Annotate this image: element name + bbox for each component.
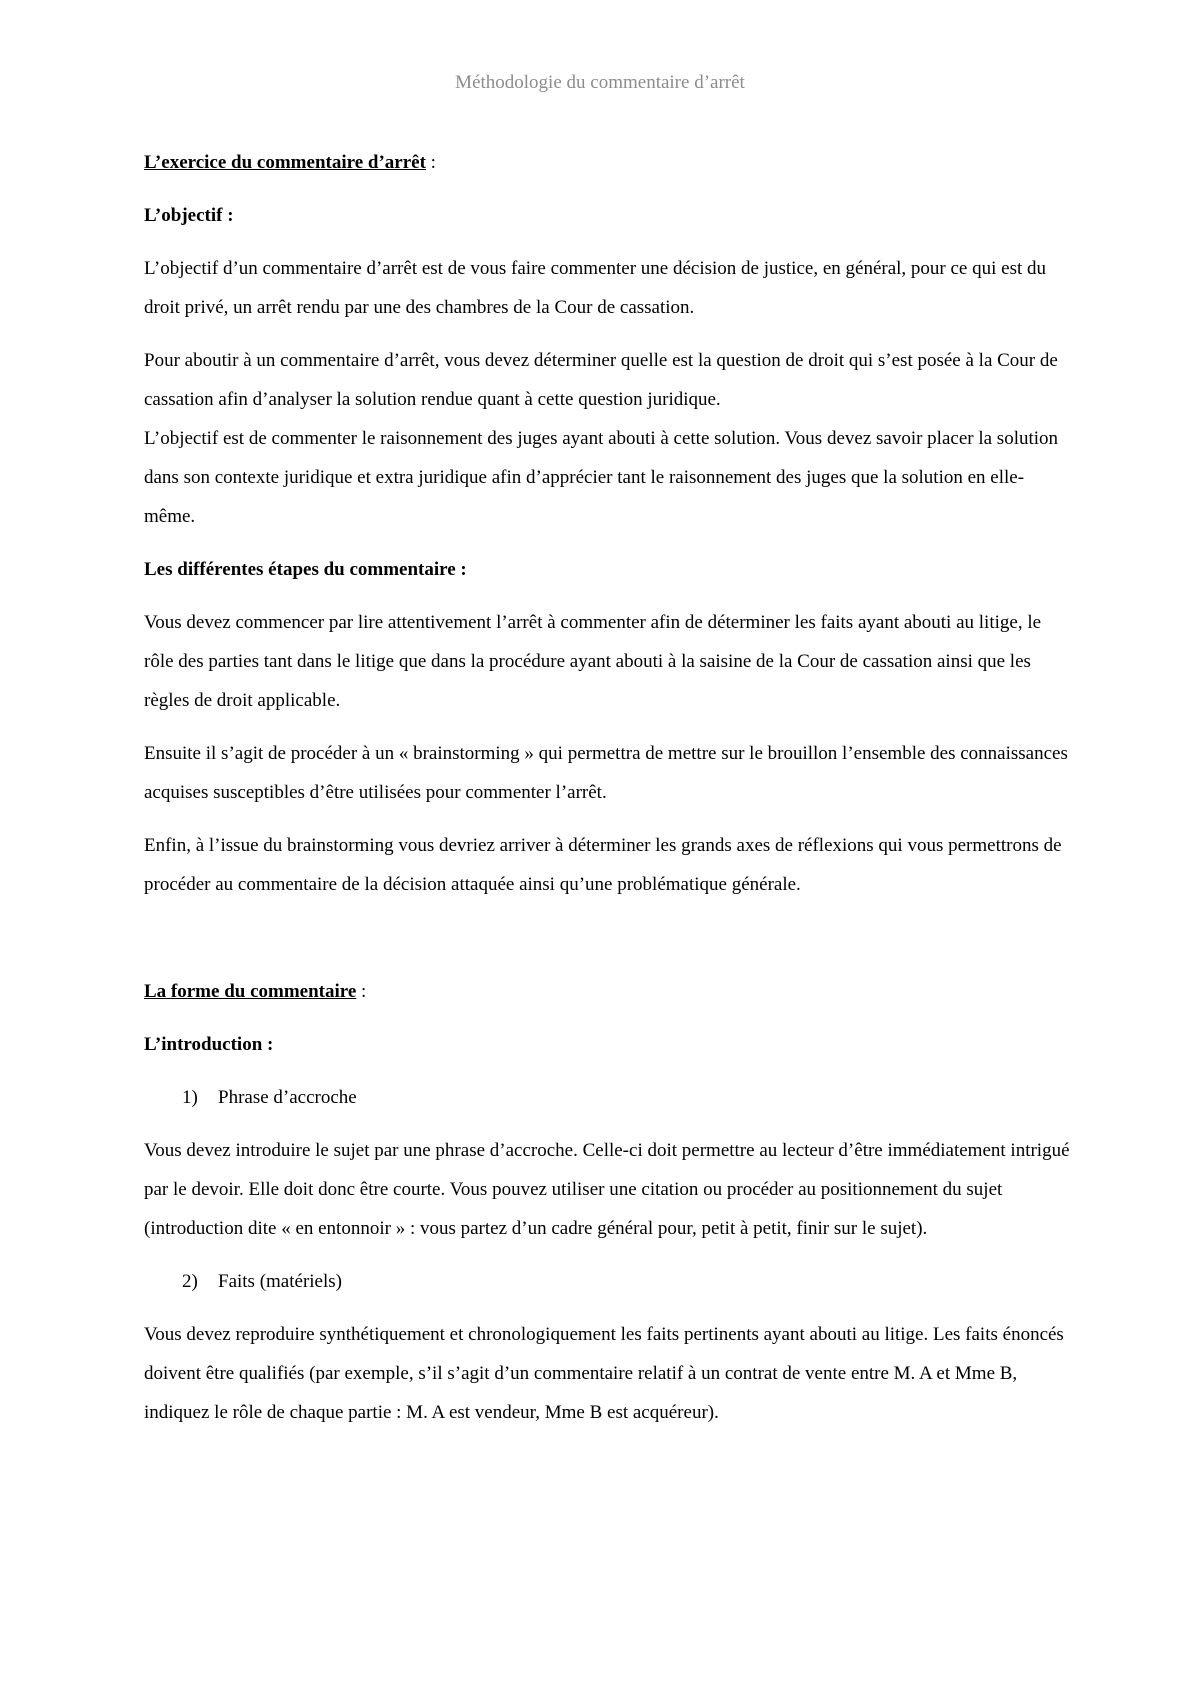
list-item-1 (144, 1078, 1072, 1117)
list-item-1-label: Phrase d’accroche (218, 1087, 357, 1108)
section-title-exercice-colon: : (425, 152, 436, 173)
paragraph-etapes-2: Ensuite il s’agit de procéder à un « brainstorming » qui permettra de mettre sur le brouillon l’ensemble des connaissances acquises susceptibles d’être utilisées pour commenter l’arrêt. (144, 743, 1068, 803)
paragraph-objectif-2: Pour aboutir à un commentaire d’arrêt, vous devez déterminer quelle est la question de droit qui s’est posée à la Cour de cassation afin d’analyser la solution rendue quant à cette question juridique. (144, 350, 1058, 410)
page-header: Méthodologie du commentaire d’arrêt (455, 72, 745, 93)
paragraph-etapes-1: Vous devez commencer par lire attentivement l’arrêt à commenter afin de déterminer les faits ayant abouti au litige, le rôle des parties tant dans le litige que dans la procédure ayant abouti à la saisine de la Cour de cassation ainsi que les règles de droit applicable. (144, 612, 1042, 711)
list-item-2-number: 2) (182, 1271, 198, 1292)
list-item-1-number: 1) (182, 1087, 198, 1108)
paragraph-faits: Vous devez reproduire synthétiquement et chronologiquement les faits pertinents ayant abouti au litige. Les faits énoncés doivent être qualifiés (par exemple, s’il s’agit d’un commentaire relatif à un contrat de vente entre M. A et Mme B, indiquez le rôle de chaque partie : M. A est vendeur, Mme B est acquéreur). (144, 1324, 1064, 1423)
paragraph-objectif-1: L’objectif d’un commentaire d’arrêt est de vous faire commenter une décision de justice, en général, pour ce qui est du droit privé, un arrêt rendu par une des chambres de la Cour de cassation. (144, 258, 1046, 318)
list-item-2 (144, 1262, 1072, 1301)
subtitle-objectif: L’objectif : (144, 205, 234, 226)
paragraph-etapes-3: Enfin, à l’issue du brainstorming vous devriez arriver à déterminer les grands axes de réflexions qui vous permettrons de procéder au commentaire de la décision attaquée ainsi qu’une problématique générale. (144, 835, 1062, 895)
subtitle-introduction: L’introduction : (144, 1034, 274, 1055)
paragraph-accroche: Vous devez introduire le sujet par une phrase d’accroche. Celle-ci doit permettre au lecteur d’être immédiatement intrigué par le devoir. Elle doit donc être courte. Vous pouvez utiliser une citation ou procéder au positionnement du sujet (introduction dite « en entonnoir » : vous partez d’un cadre général pour, petit à petit, finir sur le sujet). (144, 1140, 1070, 1239)
section-title-forme-text: La forme du commentaire (144, 981, 357, 1002)
section-title-forme-colon: : (356, 981, 367, 1002)
section-title-exercice-text: L’exercice du commentaire d’arrêt (144, 152, 426, 173)
section-title-forme (144, 972, 1072, 1011)
document-body (144, 143, 1072, 1432)
paragraph-objectif-3: L’objectif est de commenter le raisonnement des juges ayant abouti à cette solution. Vous devez savoir placer la solution dans son contexte juridique et extra juridique afin d’apprécier tant le raisonnement des juges que la solution en elle-même. (144, 428, 1059, 527)
section-title-exercice (144, 143, 1072, 182)
list-item-2-label: Faits (matériels) (218, 1271, 342, 1292)
subtitle-etapes: Les différentes étapes du commentaire : (144, 559, 467, 580)
